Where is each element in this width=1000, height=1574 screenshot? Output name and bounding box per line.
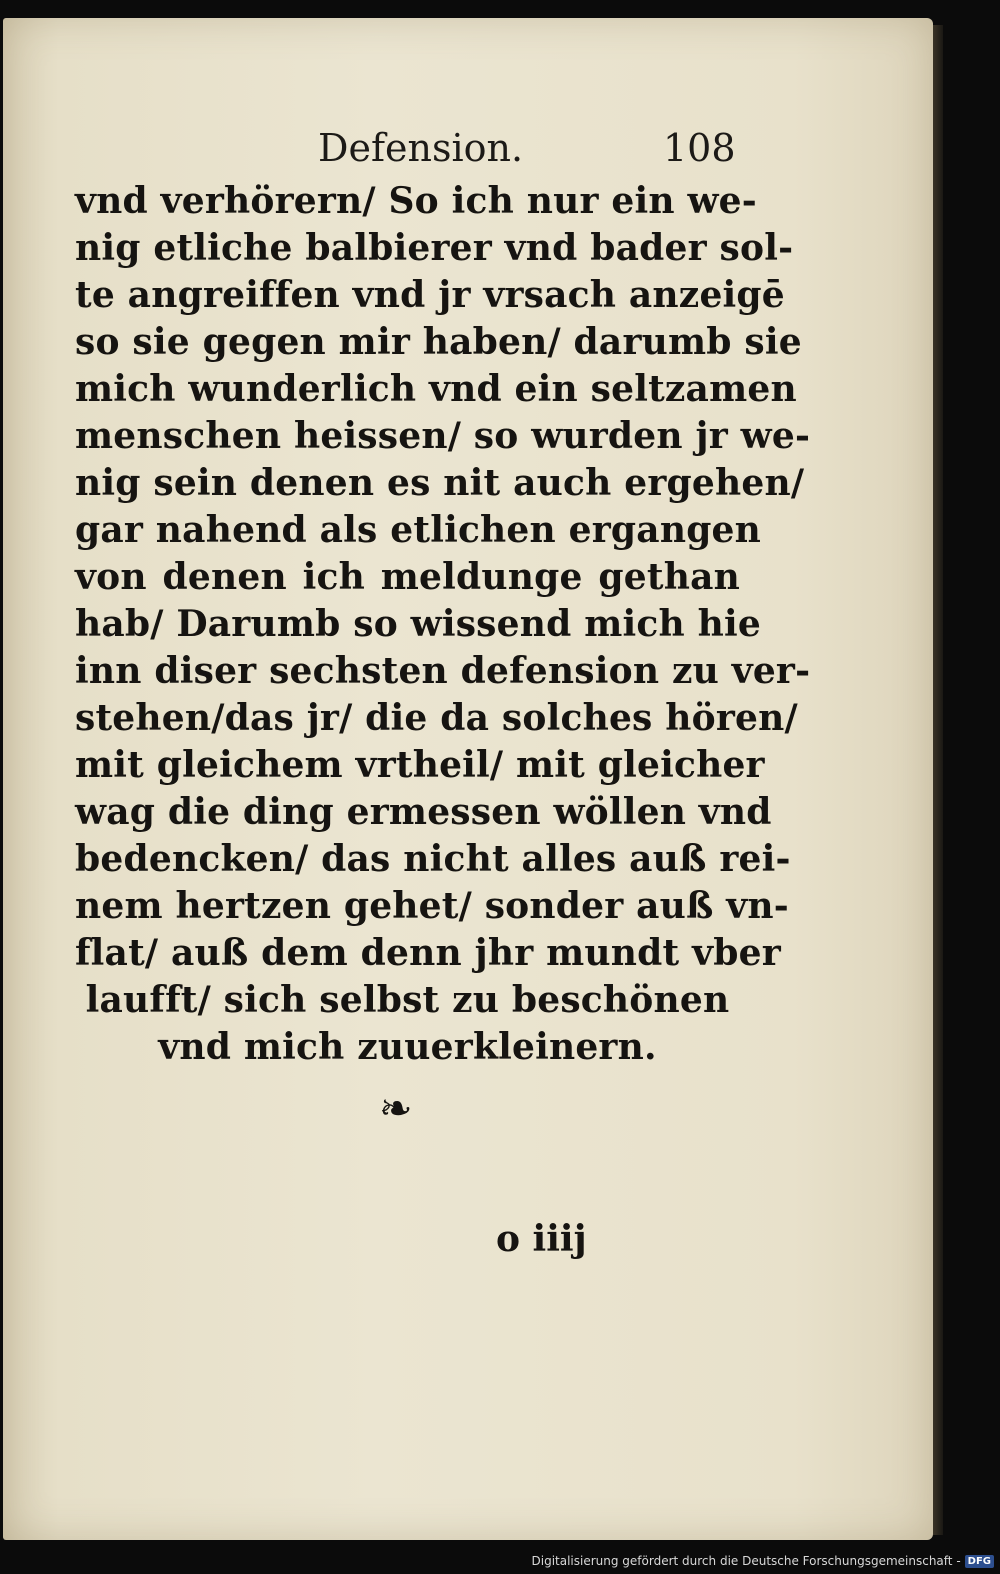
text-line: flat/ auß dem denn jhr mundt vber bbox=[75, 932, 781, 974]
text-line: mit gleichem vrtheil/ mit gleicher bbox=[75, 744, 765, 786]
text-line: te angreiffen vnd jr vrsach anzeigē bbox=[75, 274, 785, 316]
text-line: vnd mich zuuerkleinern. bbox=[158, 1026, 657, 1068]
text-line: hab/ Darumb so wissend mich hie bbox=[75, 603, 761, 645]
page-header bbox=[3, 126, 933, 172]
page-number: 108 bbox=[663, 126, 736, 170]
dfg-logo-badge: DFG bbox=[965, 1555, 994, 1568]
book-edge bbox=[933, 25, 943, 1535]
text-line: nig etliche balbierer vnd bader sol- bbox=[75, 227, 794, 269]
text-line: wag die ding ermessen wöllen vnd bbox=[75, 791, 772, 833]
text-line: nem hertzen gehet/ sonder auß vn- bbox=[75, 885, 789, 927]
footer-credit-text: Digitalisierung gefördert durch die Deutsche Forschungsgemeinschaft - bbox=[531, 1554, 961, 1568]
book-page bbox=[3, 18, 933, 1540]
text-line: von denen ich meldunge gethan bbox=[75, 556, 740, 598]
text-line: vnd verhörern/ So ich nur ein we- bbox=[75, 180, 757, 222]
text-line: stehen/das jr/ die da solches hören/ bbox=[75, 697, 798, 739]
footer-credit bbox=[0, 1548, 1000, 1574]
text-line: so sie gegen mir haben/ darumb sie bbox=[75, 321, 802, 363]
text-line: menschen heissen/ so wurden jr we- bbox=[75, 415, 811, 457]
text-line: nig sein denen es nit auch ergehen/ bbox=[75, 462, 805, 504]
running-title: Defension. bbox=[318, 126, 524, 170]
signature-mark: o iiij bbox=[496, 1218, 587, 1260]
text-line: laufft/ sich selbst zu beschönen bbox=[85, 979, 730, 1021]
text-line: mich wunderlich vnd ein seltzamen bbox=[75, 368, 797, 410]
body-text bbox=[75, 178, 811, 1071]
text-line: gar nahend als etlichen ergangen bbox=[75, 509, 762, 551]
text-line: bedencken/ das nicht alles auß rei- bbox=[75, 838, 791, 880]
text-line: inn diser sechsten defension zu ver- bbox=[75, 650, 811, 692]
fleuron-ornament-icon: ❧ bbox=[379, 1086, 413, 1132]
